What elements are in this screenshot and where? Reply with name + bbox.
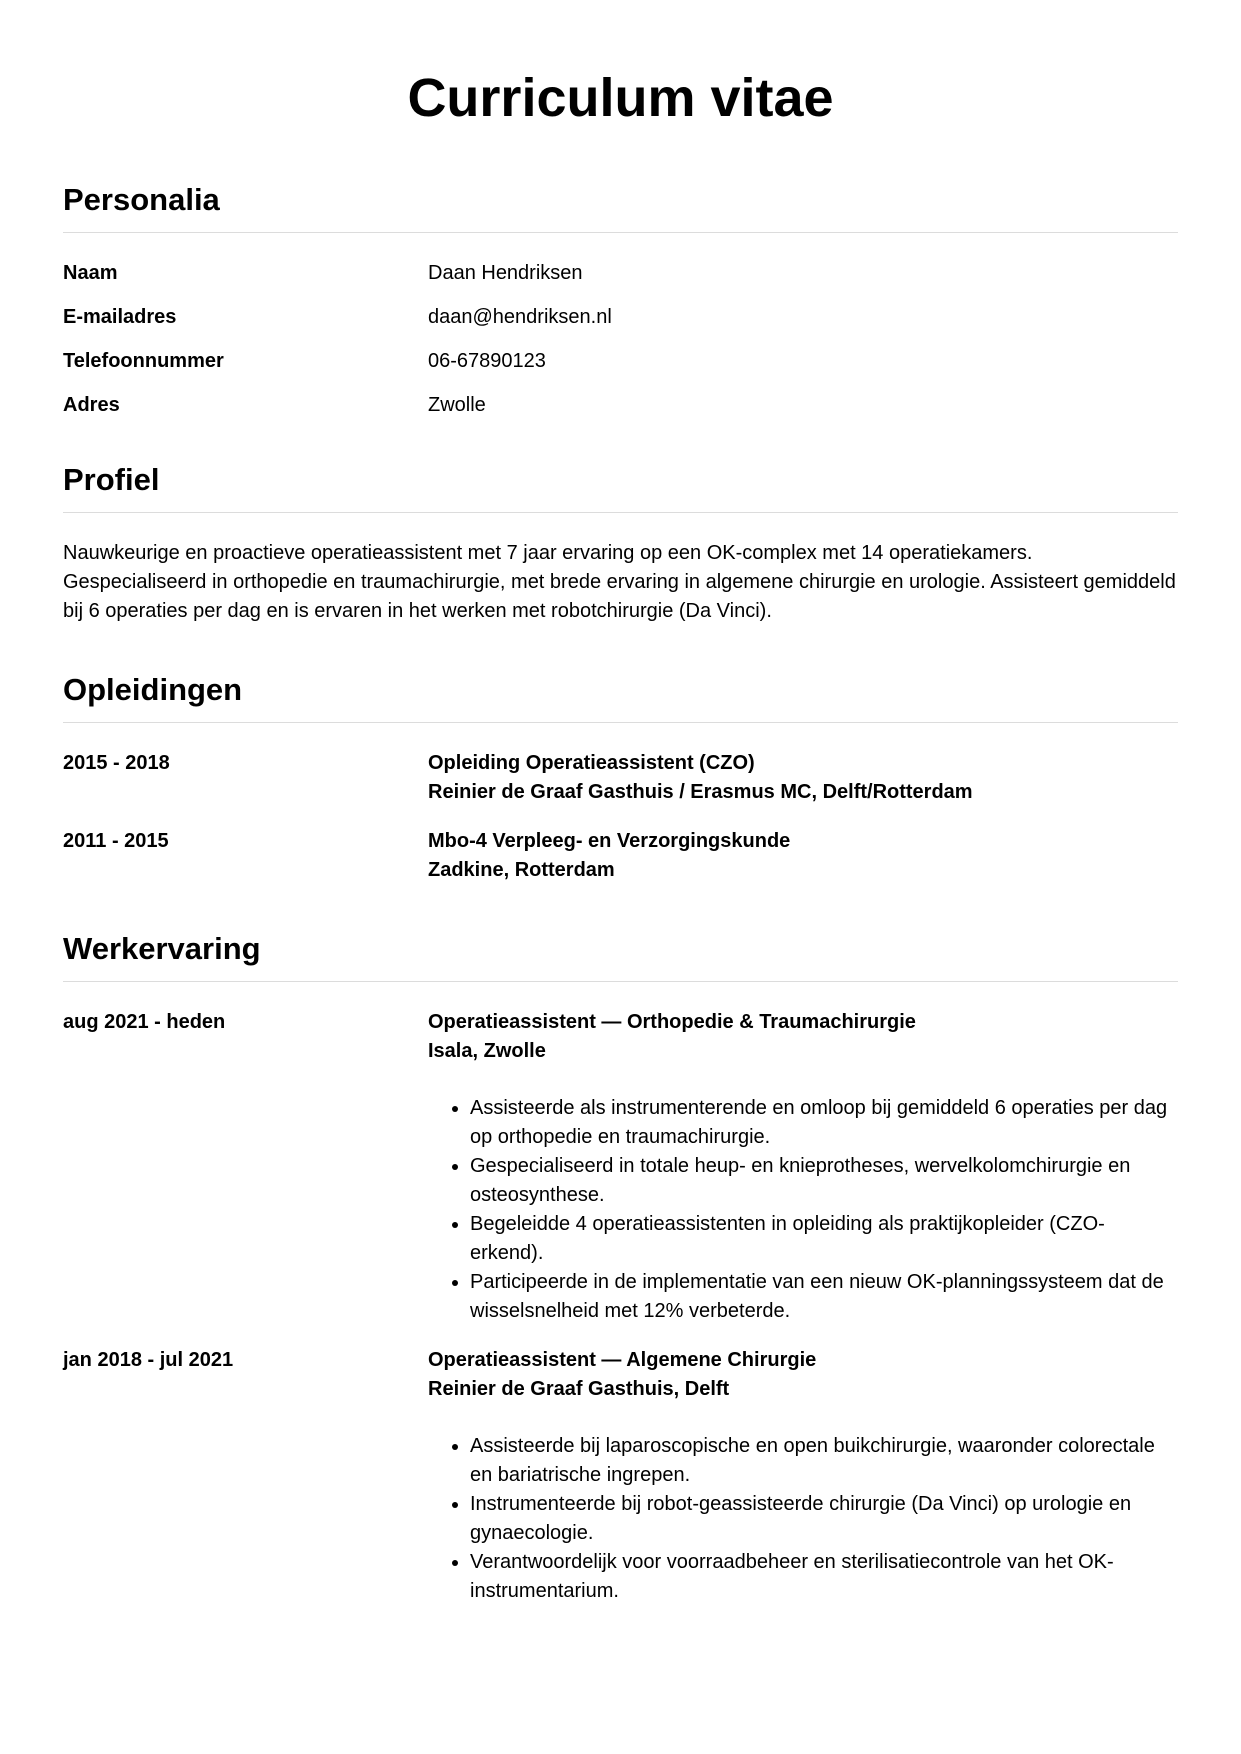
- page-title: Curriculum vitae: [407, 68, 834, 128]
- row-value: daan@hendriksen.nl: [428, 306, 612, 328]
- row-label: Adres: [63, 394, 120, 416]
- personalia-row-telefoon: [63, 347, 1178, 376]
- row-value: Daan Hendriksen: [428, 262, 583, 284]
- list-item: • Participeerde in de implementatie van een nieuw OK-planningssysteem dat de wisselsnelheid met 12% verbeterde.: [470, 1268, 1178, 1326]
- entry-place: Isala, Zwolle: [428, 1040, 546, 1062]
- entry-title: Operatieassistent — Orthopedie & Traumachirurgie: [428, 1011, 916, 1033]
- cv-page: [63, 0, 1178, 1606]
- education-entry: [63, 827, 1178, 885]
- row-label: E-mailadres: [63, 306, 177, 328]
- entry-period: jan 2018 - jul 2021: [63, 1349, 234, 1371]
- entry-place: Zadkine, Rotterdam: [428, 859, 615, 881]
- section-heading: Personalia: [63, 182, 1178, 233]
- section-heading: Profiel: [63, 462, 1178, 513]
- entry-title: Operatieassistent — Algemene Chirurgie: [428, 1349, 817, 1371]
- bullet-list: [428, 1094, 1178, 1326]
- list-item: • Gespecialiseerd in totale heup- en knieprotheses, wervelkolomchirurgie en osteosynthese.: [470, 1152, 1178, 1210]
- row-value: Zwolle: [428, 394, 486, 416]
- section-opleidingen: [63, 672, 1178, 885]
- entry-title: Mbo-4 Verpleeg- en Verzorgingskunde: [428, 830, 791, 852]
- education-entry: [63, 749, 1178, 807]
- entry-place: Reinier de Graaf Gasthuis, Delft: [428, 1378, 730, 1400]
- entry-title: Opleiding Operatieassistent (CZO): [428, 752, 755, 774]
- personalia-row-email: [63, 303, 1178, 332]
- list-item: • Assisteerde als instrumenterende en omloop bij gemiddeld 6 operaties per dag op orthopedie en traumachirurgie.: [470, 1094, 1178, 1152]
- section-personalia: [63, 182, 1178, 420]
- row-label: Naam: [63, 262, 118, 284]
- work-entry: [63, 1008, 1178, 1326]
- list-item: • Begeleidde 4 operatieassistenten in opleiding als praktijkopleider (CZO-erkend).: [470, 1210, 1178, 1268]
- section-werkervaring: [63, 931, 1178, 1606]
- entry-period: aug 2021 - heden: [63, 1011, 226, 1033]
- section-profiel: [63, 462, 1178, 626]
- personalia-row-naam: [63, 259, 1178, 288]
- entry-period: 2015 - 2018: [63, 752, 170, 774]
- section-heading: Opleidingen: [63, 672, 1178, 723]
- bullet-list: [428, 1432, 1178, 1606]
- list-item: • Verantwoordelijk voor voorraadbeheer en sterilisatiecontrole van het OK-instrumentarium.: [470, 1548, 1178, 1606]
- list-item: • Instrumenteerde bij robot-geassisteerde chirurgie (Da Vinci) op urologie en gynaecologie.: [470, 1490, 1178, 1548]
- row-value: 06-67890123: [428, 350, 546, 372]
- work-entry: [63, 1346, 1178, 1606]
- row-label: Telefoonnummer: [63, 350, 224, 372]
- entry-period: 2011 - 2015: [63, 830, 169, 852]
- section-heading: Werkervaring: [63, 931, 1178, 982]
- profile-text: Nauwkeurige en proactieve operatieassistent met 7 jaar ervaring op een OK-complex met 14 operatiekamers. Gespecialiseerd in orthopedie en traumachirurgie, met brede ervaring in algemene chirurgie en urologie. Assisteert gemiddeld bij 6 operaties per dag en is ervaren in het werken met robotchirurgie (Da Vinci).: [63, 542, 1176, 622]
- personalia-row-adres: [63, 391, 1178, 420]
- list-item: • Assisteerde bij laparoscopische en open buikchirurgie, waaronder colorectale en bariatrische ingrepen.: [470, 1432, 1178, 1490]
- entry-place: Reinier de Graaf Gasthuis / Erasmus MC, Delft/Rotterdam: [428, 781, 973, 803]
